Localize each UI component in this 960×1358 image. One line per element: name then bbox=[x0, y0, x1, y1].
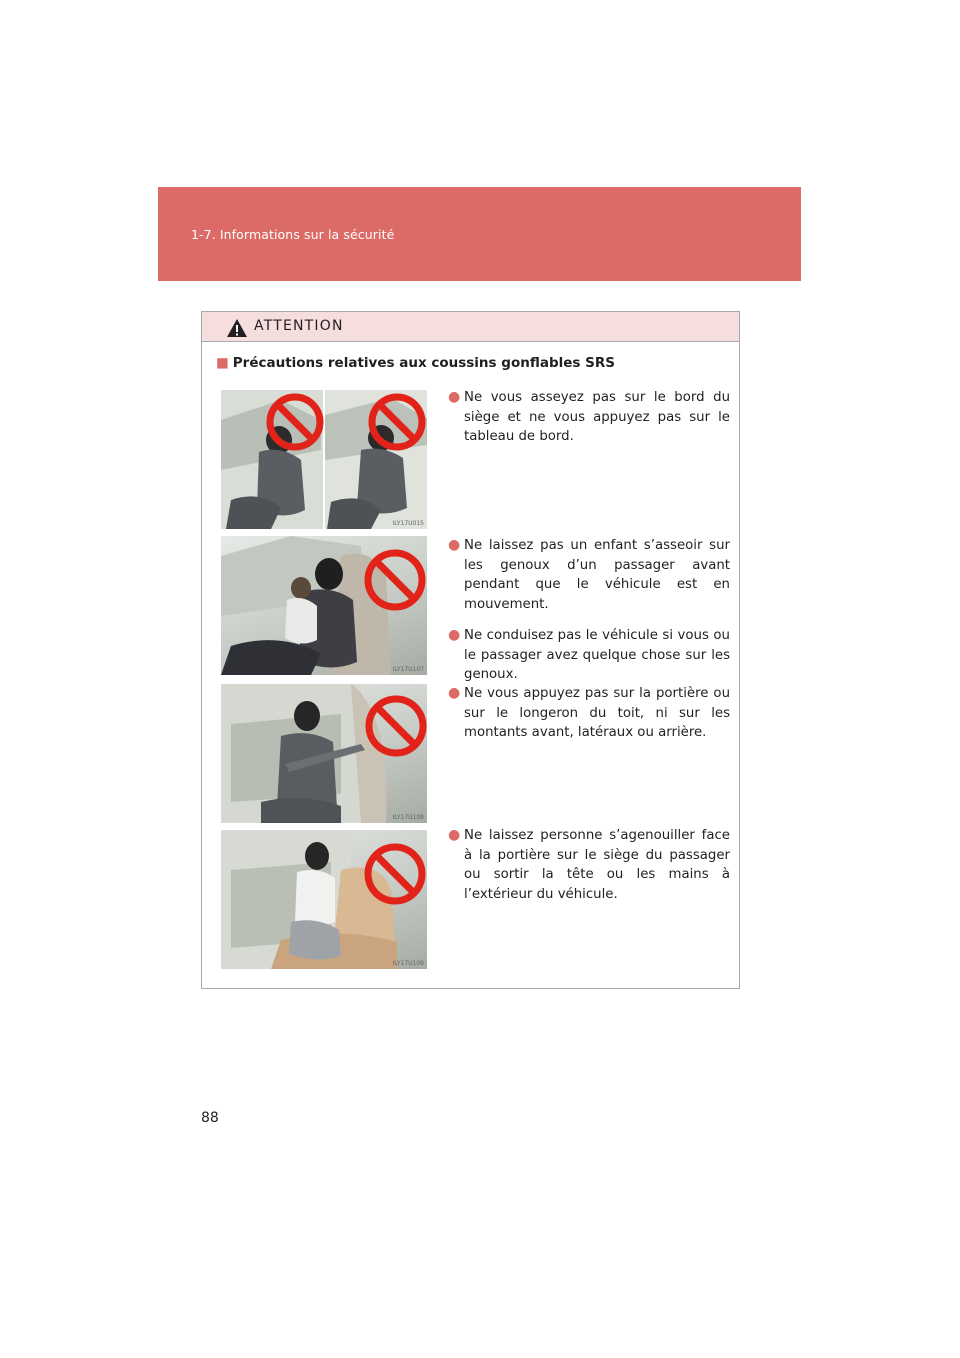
prohibition-icon bbox=[221, 536, 427, 675]
bullet-text: Ne conduisez pas le véhicule si vous ou le passager avez quelque chose sur les genoux. bbox=[464, 628, 730, 682]
illustration-kneeling-seat bbox=[221, 830, 427, 969]
bullet-dot-icon: ● bbox=[448, 389, 461, 405]
bullet-dot-icon: ● bbox=[448, 827, 461, 843]
image-code: ILY17U109 bbox=[392, 960, 424, 967]
illustration-leaning-door bbox=[221, 684, 427, 823]
prohibition-icon bbox=[221, 390, 427, 529]
illustration-child-on-lap bbox=[221, 536, 427, 675]
subheading-text: Précautions relatives aux coussins gonflables SRS bbox=[232, 355, 615, 371]
warning-subheading bbox=[216, 355, 615, 371]
prohibition-icon bbox=[221, 684, 427, 823]
section-header-band bbox=[158, 187, 801, 281]
bullet-list bbox=[434, 388, 730, 459]
bullet-text: Ne vous asseyez pas sur le bord du siège et ne vous appuyez pas sur le tableau de bord. bbox=[464, 390, 730, 444]
bullet-list bbox=[434, 684, 730, 755]
bullet-item bbox=[434, 826, 730, 904]
bullet-item bbox=[434, 626, 730, 685]
warning-header bbox=[202, 312, 739, 342]
image-code: ILY17U108 bbox=[392, 814, 424, 821]
warning-triangle-icon bbox=[226, 318, 248, 338]
illustration-leaning-dashboard bbox=[221, 390, 427, 529]
warning-title: ATTENTION bbox=[254, 318, 344, 334]
page-number: 88 bbox=[201, 1110, 219, 1126]
section-title: 1-7. Informations sur la sécurité bbox=[191, 227, 395, 242]
bullet-list bbox=[434, 826, 730, 916]
bullet-text: Ne laissez pas un enfant s’asseoir sur les genoux d’un passager avant pendant que le véhicule est en mouvement. bbox=[464, 538, 730, 612]
bullet-dot-icon: ● bbox=[448, 685, 461, 701]
square-bullet-icon: ■ bbox=[216, 355, 229, 371]
bullet-dot-icon: ● bbox=[448, 627, 461, 643]
bullet-dot-icon: ● bbox=[448, 537, 461, 553]
warning-box bbox=[201, 311, 740, 989]
image-code: ILY17U107 bbox=[392, 666, 424, 673]
bullet-text: Ne vous appuyez pas sur la portière ou sur le longeron du toit, ni sur les montants avant, latéraux ou arrière. bbox=[464, 686, 730, 740]
image-code: ILY17U015 bbox=[392, 520, 424, 527]
bullet-list bbox=[434, 536, 730, 697]
prohibition-icon bbox=[221, 830, 427, 969]
bullet-item bbox=[434, 388, 730, 447]
bullet-text: Ne laissez personne s’agenouiller face à la portière sur le siège du passager ou sortir la tête ou les mains à l’extérieur du véhicule. bbox=[464, 828, 730, 902]
bullet-item bbox=[434, 536, 730, 614]
bullet-item bbox=[434, 684, 730, 743]
